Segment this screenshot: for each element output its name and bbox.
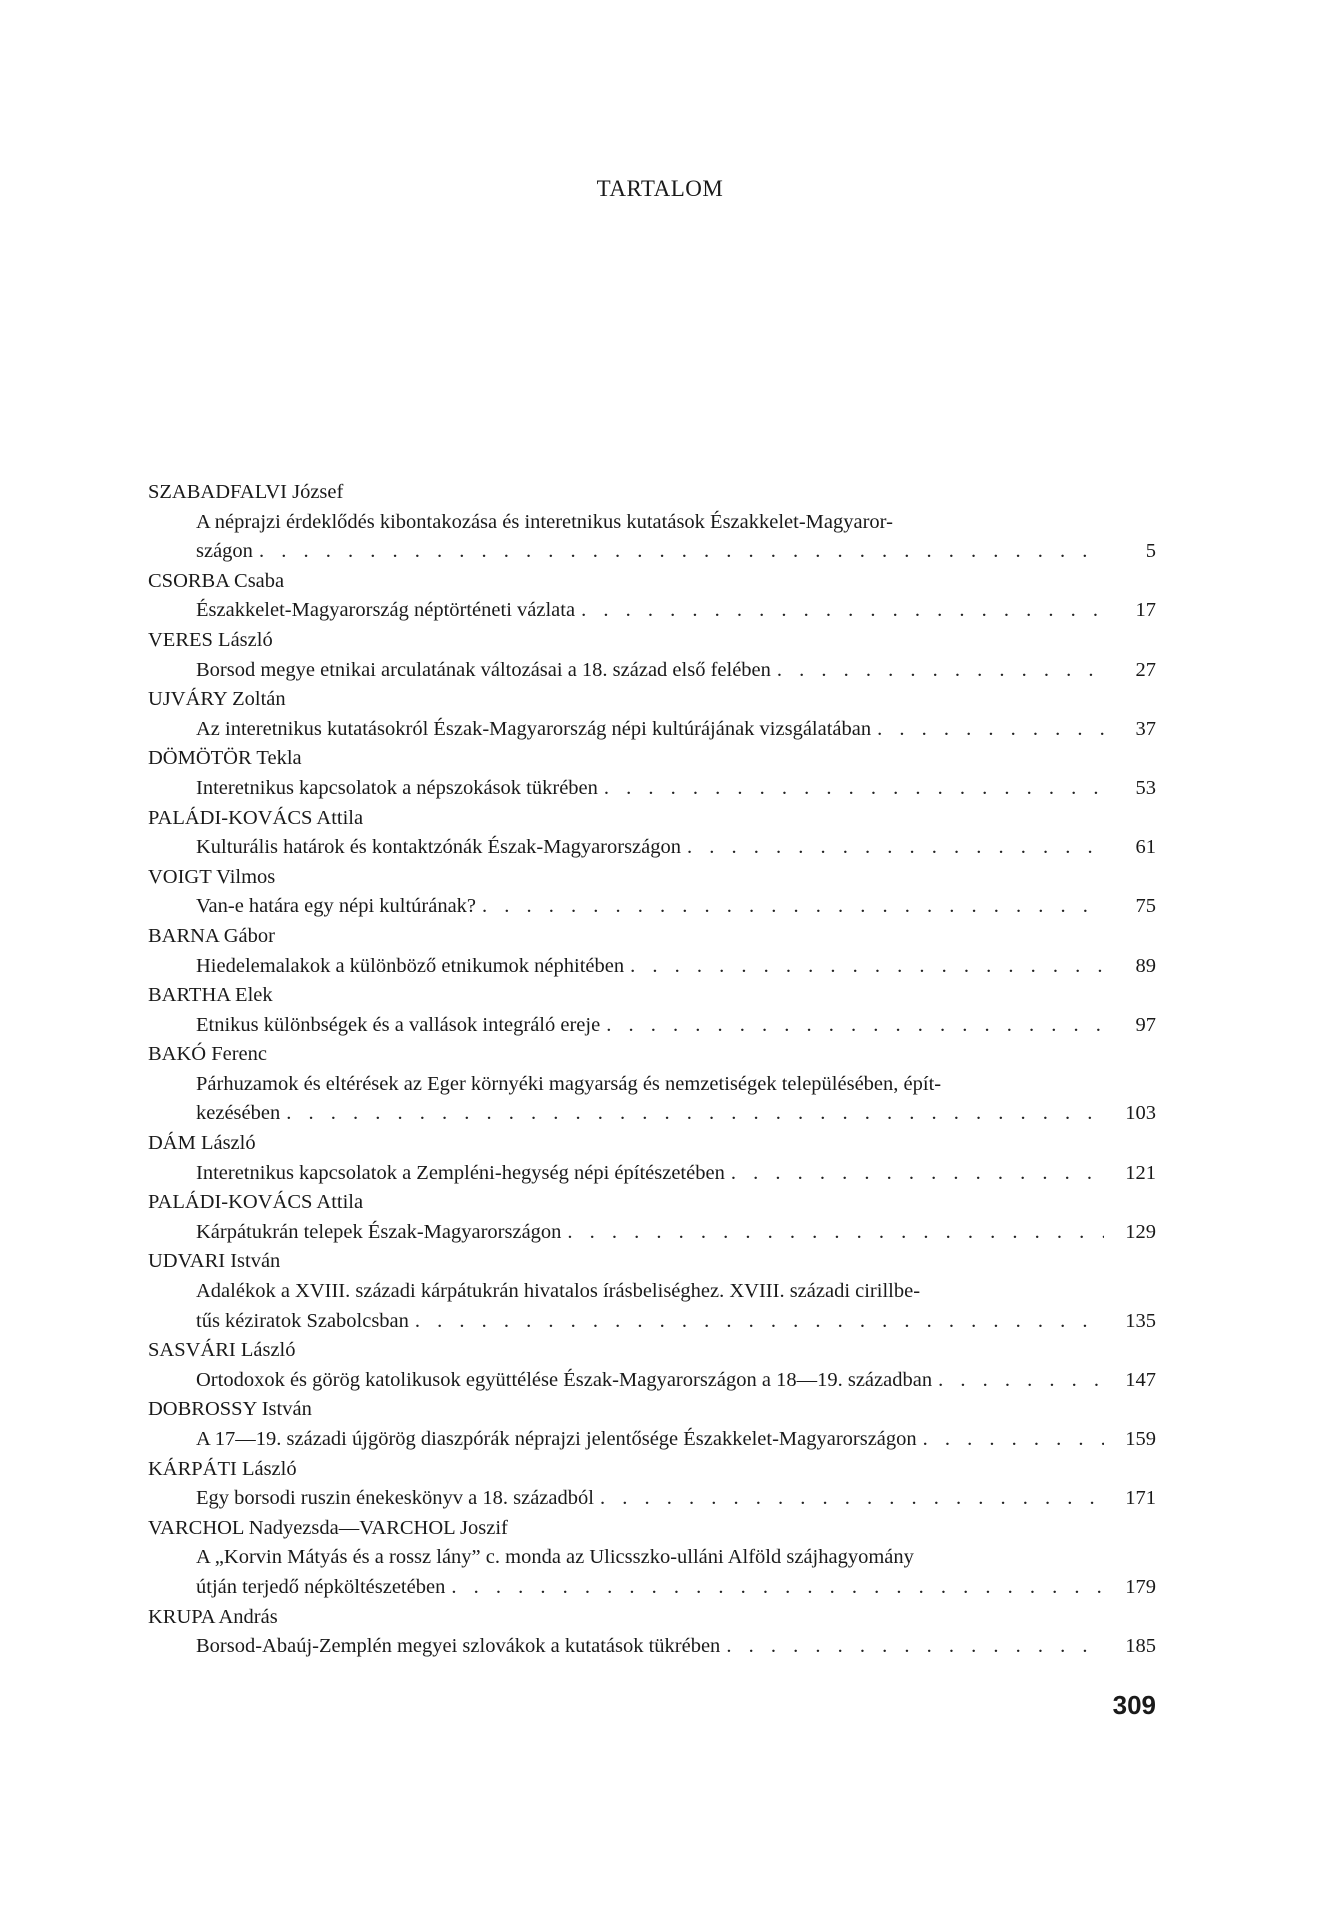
toc-entry-title: A „Korvin Mátyás és a rossz lány” c. monda az Ulicsszko-ulláni Alföld szájhagyomány xyxy=(196,1546,914,1569)
toc-author: BARNA Gábor xyxy=(148,924,275,947)
toc-page-number: 27 xyxy=(1135,658,1156,681)
leader-dots xyxy=(871,715,1104,745)
toc-entry-line xyxy=(148,1425,1156,1455)
toc-entry-line xyxy=(148,1099,1156,1129)
toc-entry-title: Északkelet-Magyarország néptörténeti vázlata xyxy=(196,599,576,622)
toc-author: DÁM László xyxy=(148,1132,256,1155)
toc-author: VOIGT Vilmos xyxy=(148,865,276,888)
toc-entry-title: A 17—19. századi újgörög diaszpórák néprajzi jelentősége Északkelet-Magyarországon xyxy=(196,1428,917,1450)
toc-entry-title: Az interetnikus kutatásokról Észak-Magyarország népi kultúrájának vizsgálatában xyxy=(196,717,872,740)
toc-entry-title: Kulturális határok és kontaktzónák Észak-Magyarországon xyxy=(196,836,682,859)
toc-page-number: 89 xyxy=(1135,954,1156,977)
table-of-contents xyxy=(148,478,1156,1662)
toc-entry-title: Egy borsodi ruszin énekeskönyv a 18. századból xyxy=(196,1487,594,1510)
leader-dots xyxy=(280,1099,1104,1129)
toc-author: CSORBA Csaba xyxy=(148,569,285,592)
leader-dots xyxy=(476,892,1104,922)
toc-author: VARCHOL Nadyezsda—VARCHOL Joszif xyxy=(148,1516,508,1539)
toc-entry-title: tűs kéziratok Szabolcsban xyxy=(196,1309,409,1332)
toc-page-number: 61 xyxy=(1135,836,1156,859)
toc-entry-line xyxy=(148,656,1156,686)
toc-page-number: 5 xyxy=(1145,540,1156,563)
page-title: TARTALOM xyxy=(596,176,724,201)
toc-entry-line xyxy=(148,1632,1156,1662)
leader-dots xyxy=(720,1632,1104,1662)
toc-entry-line xyxy=(148,774,1156,804)
leader-dots xyxy=(932,1366,1104,1396)
toc-entry-title: Borsod-Abaúj-Zemplén megyei szlovákok a kutatások tükrében xyxy=(196,1635,721,1658)
leader-dots xyxy=(725,1159,1104,1189)
toc-author: UJVÁRY Zoltán xyxy=(148,688,286,711)
toc-entry-line xyxy=(148,892,1156,922)
toc-author: PALÁDI-KOVÁCS Attila xyxy=(148,806,364,829)
toc-page-number: 121 xyxy=(1125,1161,1156,1184)
toc-entry-line xyxy=(148,1543,1156,1573)
leader-dots xyxy=(575,596,1104,626)
toc-entry-title: Adalékok a XVIII. századi kárpátukrán hivatalos írásbeliséghez. XVIII. századi cirillbe- xyxy=(196,1280,921,1303)
toc-page-number: 135 xyxy=(1125,1309,1156,1332)
leader-dots xyxy=(409,1307,1104,1337)
toc-entry-line xyxy=(148,1277,1156,1307)
toc-page-number: 37 xyxy=(1135,717,1156,740)
toc-entry-title: Borsod megye etnikai arculatának változásai a 18. század első felében xyxy=(196,658,771,681)
toc-page-number: 147 xyxy=(1125,1368,1156,1391)
toc-entry-line xyxy=(148,1070,1156,1100)
toc-entry-title: kezésében xyxy=(196,1102,281,1125)
toc-page-number: 103 xyxy=(1125,1102,1156,1125)
leader-dots xyxy=(917,1425,1104,1455)
toc-entry-line xyxy=(148,1484,1156,1514)
leader-dots xyxy=(771,656,1104,686)
toc-entry-title: Interetnikus kapcsolatok a Zempléni-hegység népi építészetében xyxy=(196,1161,725,1184)
leader-dots xyxy=(561,1218,1104,1248)
toc-entry-line xyxy=(148,1011,1156,1041)
toc-page-number: 159 xyxy=(1125,1428,1156,1450)
toc-entry-title: A néprajzi érdeklődés kibontakozása és interetnikus kutatások Északkelet-Magyaror- xyxy=(196,510,893,533)
toc-entry-title: Hiedelemalakok a különböző etnikumok néphitében xyxy=(196,954,625,977)
toc-page-number: 75 xyxy=(1135,895,1156,918)
toc-entry-title: szágon xyxy=(196,540,253,563)
toc-entry-line xyxy=(148,952,1156,982)
toc-entry-title: Interetnikus kapcsolatok a népszokások tükrében xyxy=(196,776,598,799)
page-number: 309 xyxy=(1112,1690,1156,1720)
toc-entry-title: Ortodoxok és görög katolikusok együttélése Észak-Magyarországon a 18—19. században xyxy=(196,1368,933,1391)
toc-author: KRUPA András xyxy=(148,1605,278,1628)
toc-entry-line xyxy=(148,833,1156,863)
leader-dots xyxy=(681,833,1104,863)
toc-author: DÖMÖTÖR Tekla xyxy=(148,747,302,770)
toc-entry-title: Etnikus különbségek és a vallások integráló ereje xyxy=(196,1013,601,1036)
toc-page-number: 53 xyxy=(1135,776,1156,799)
toc-author: DOBROSSY István xyxy=(148,1398,312,1421)
toc-author: SZABADFALVI József xyxy=(148,481,344,503)
leader-dots xyxy=(600,1011,1104,1041)
toc-author: KÁRPÁTI László xyxy=(148,1457,297,1480)
toc-page-number: 97 xyxy=(1135,1013,1156,1036)
toc-page-number: 129 xyxy=(1125,1220,1156,1243)
toc-page-number: 179 xyxy=(1125,1575,1156,1598)
leader-dots xyxy=(445,1573,1104,1603)
toc-author: BARTHA Elek xyxy=(148,984,273,1007)
toc-entry-line xyxy=(148,537,1156,567)
toc-entry-line xyxy=(148,1366,1156,1396)
toc-entry-line xyxy=(148,1573,1156,1603)
toc-entry-line xyxy=(148,1159,1156,1189)
toc-entry-line xyxy=(148,715,1156,745)
toc-page-number: 185 xyxy=(1125,1635,1156,1658)
toc-entry-line xyxy=(148,596,1156,626)
toc-author: PALÁDI-KOVÁCS Attila xyxy=(148,1191,364,1214)
toc-author: UDVARI István xyxy=(148,1250,281,1273)
leader-dots xyxy=(253,537,1104,567)
toc-author: BAKÓ Ferenc xyxy=(148,1043,267,1066)
toc-entry-line xyxy=(148,1218,1156,1248)
leader-dots xyxy=(598,774,1104,804)
toc-page-number: 171 xyxy=(1125,1487,1156,1510)
toc-page-number: 17 xyxy=(1135,599,1156,622)
toc-entry-line xyxy=(148,1307,1156,1337)
toc-entry-title: Párhuzamok és eltérések az Eger környéki magyarság és nemzetiségek településében, épít- xyxy=(196,1072,942,1095)
toc-entry-line xyxy=(148,508,1156,538)
leader-dots xyxy=(594,1484,1104,1514)
toc-entry-title: útján terjedő népköltészetében xyxy=(196,1575,446,1598)
toc-entry-title: Kárpátukrán telepek Észak-Magyarországon xyxy=(196,1220,562,1243)
toc-author: VERES László xyxy=(148,628,273,651)
toc-entry-title: Van-e határa egy népi kultúrának? xyxy=(196,895,477,918)
toc-author: SASVÁRI László xyxy=(148,1339,296,1362)
leader-dots xyxy=(624,952,1104,982)
